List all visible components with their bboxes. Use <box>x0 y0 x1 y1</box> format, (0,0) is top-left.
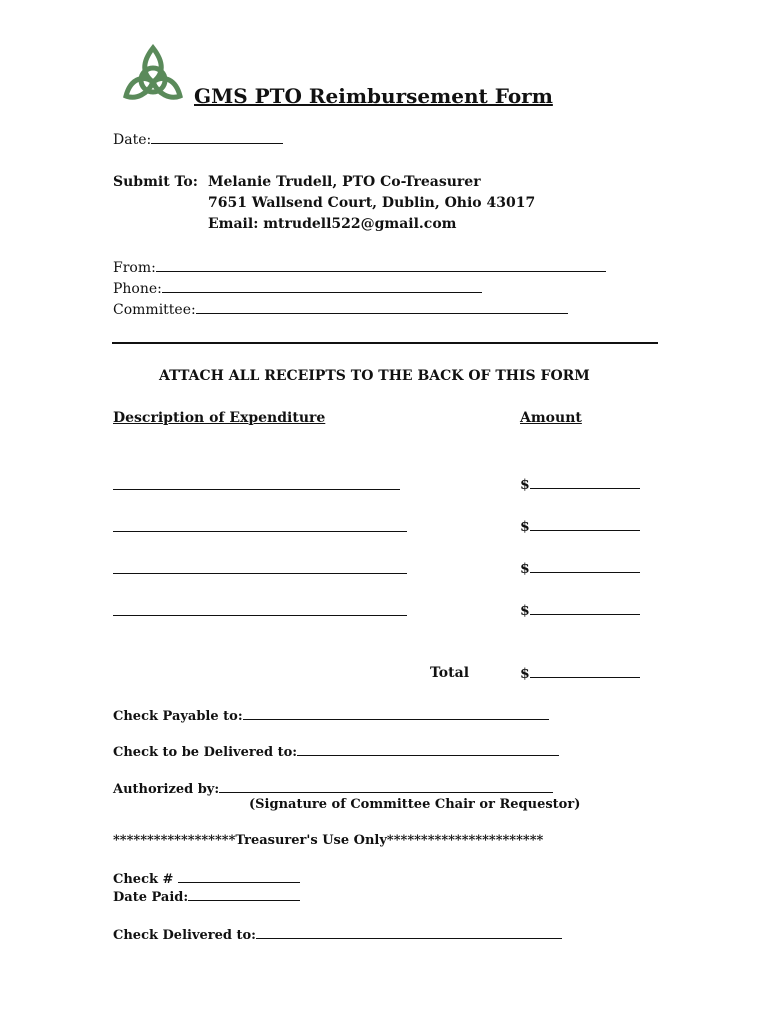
dollar-sign: $ <box>520 519 530 535</box>
check-number-label: Check # <box>113 872 174 887</box>
page-title: GMS PTO Reimbursement Form <box>194 84 553 108</box>
authorized-by-line[interactable] <box>219 780 553 793</box>
dollar-sign: $ <box>520 666 530 682</box>
submit-to-name: Melanie Trudell, PTO Co-Treasurer <box>208 174 481 190</box>
amount-line[interactable] <box>530 476 640 489</box>
treasurer-use-banner: ******************Treasurer's Use Only*********************** <box>113 833 544 848</box>
dollar-sign: $ <box>520 603 530 619</box>
amount-line[interactable] <box>530 560 640 573</box>
description-line[interactable] <box>113 561 407 574</box>
phone-field[interactable] <box>113 280 482 297</box>
date-paid-field[interactable] <box>113 888 300 905</box>
committee-line[interactable] <box>196 301 568 314</box>
description-line[interactable] <box>113 519 407 532</box>
dollar-sign: $ <box>520 561 530 577</box>
check-number-line[interactable] <box>178 870 300 883</box>
celtic-knot-logo-icon <box>120 44 186 102</box>
description-column-header: Description of Expenditure <box>113 410 326 426</box>
check-number-field[interactable] <box>113 870 300 887</box>
check-delivered-line[interactable] <box>297 743 559 756</box>
date-line[interactable] <box>151 131 283 144</box>
amount-line[interactable] <box>530 602 640 615</box>
signature-note: (Signature of Committee Chair or Requestor) <box>249 797 581 812</box>
amount-line[interactable] <box>530 518 640 531</box>
amount-field[interactable] <box>520 476 640 493</box>
amount-column-header: Amount <box>520 410 582 426</box>
check-payable-line[interactable] <box>243 707 549 720</box>
check-payable-field[interactable] <box>113 707 549 724</box>
amount-field[interactable] <box>520 560 640 577</box>
submit-to-address: 7651 Wallsend Court, Dublin, Ohio 43017 <box>208 195 536 211</box>
phone-label: Phone: <box>113 281 162 297</box>
check-delivered-field[interactable] <box>113 743 559 760</box>
check-delivered-final-field[interactable] <box>113 926 562 943</box>
from-label: From: <box>113 260 156 276</box>
submit-to-label: Submit To: <box>113 174 198 190</box>
from-field[interactable] <box>113 259 606 276</box>
total-amount-field[interactable] <box>520 665 640 682</box>
amount-field[interactable] <box>520 602 640 619</box>
description-line[interactable] <box>113 603 407 616</box>
authorized-by-field[interactable] <box>113 780 553 797</box>
attach-receipts-notice: ATTACH ALL RECEIPTS TO THE BACK OF THIS FORM <box>159 368 590 384</box>
date-field[interactable] <box>113 131 283 148</box>
check-payable-label: Check Payable to: <box>113 709 243 724</box>
committee-label: Committee: <box>113 302 196 318</box>
date-label: Date: <box>113 132 152 148</box>
committee-field[interactable] <box>113 301 568 318</box>
check-delivered-final-line[interactable] <box>256 926 562 939</box>
from-line[interactable] <box>156 259 606 272</box>
date-paid-label: Date Paid: <box>113 890 189 905</box>
date-paid-line[interactable] <box>188 888 300 901</box>
section-divider <box>112 342 658 344</box>
total-label: Total <box>430 665 470 681</box>
submit-to-email: Email: mtrudell522@gmail.com <box>208 216 457 232</box>
description-line[interactable] <box>113 477 400 490</box>
authorized-by-label: Authorized by: <box>113 782 220 797</box>
phone-line[interactable] <box>162 280 482 293</box>
dollar-sign: $ <box>520 477 530 493</box>
check-delivered-final-label: Check Delivered to: <box>113 928 256 943</box>
total-amount-line[interactable] <box>530 665 640 678</box>
amount-field[interactable] <box>520 518 640 535</box>
check-delivered-label: Check to be Delivered to: <box>113 745 298 760</box>
